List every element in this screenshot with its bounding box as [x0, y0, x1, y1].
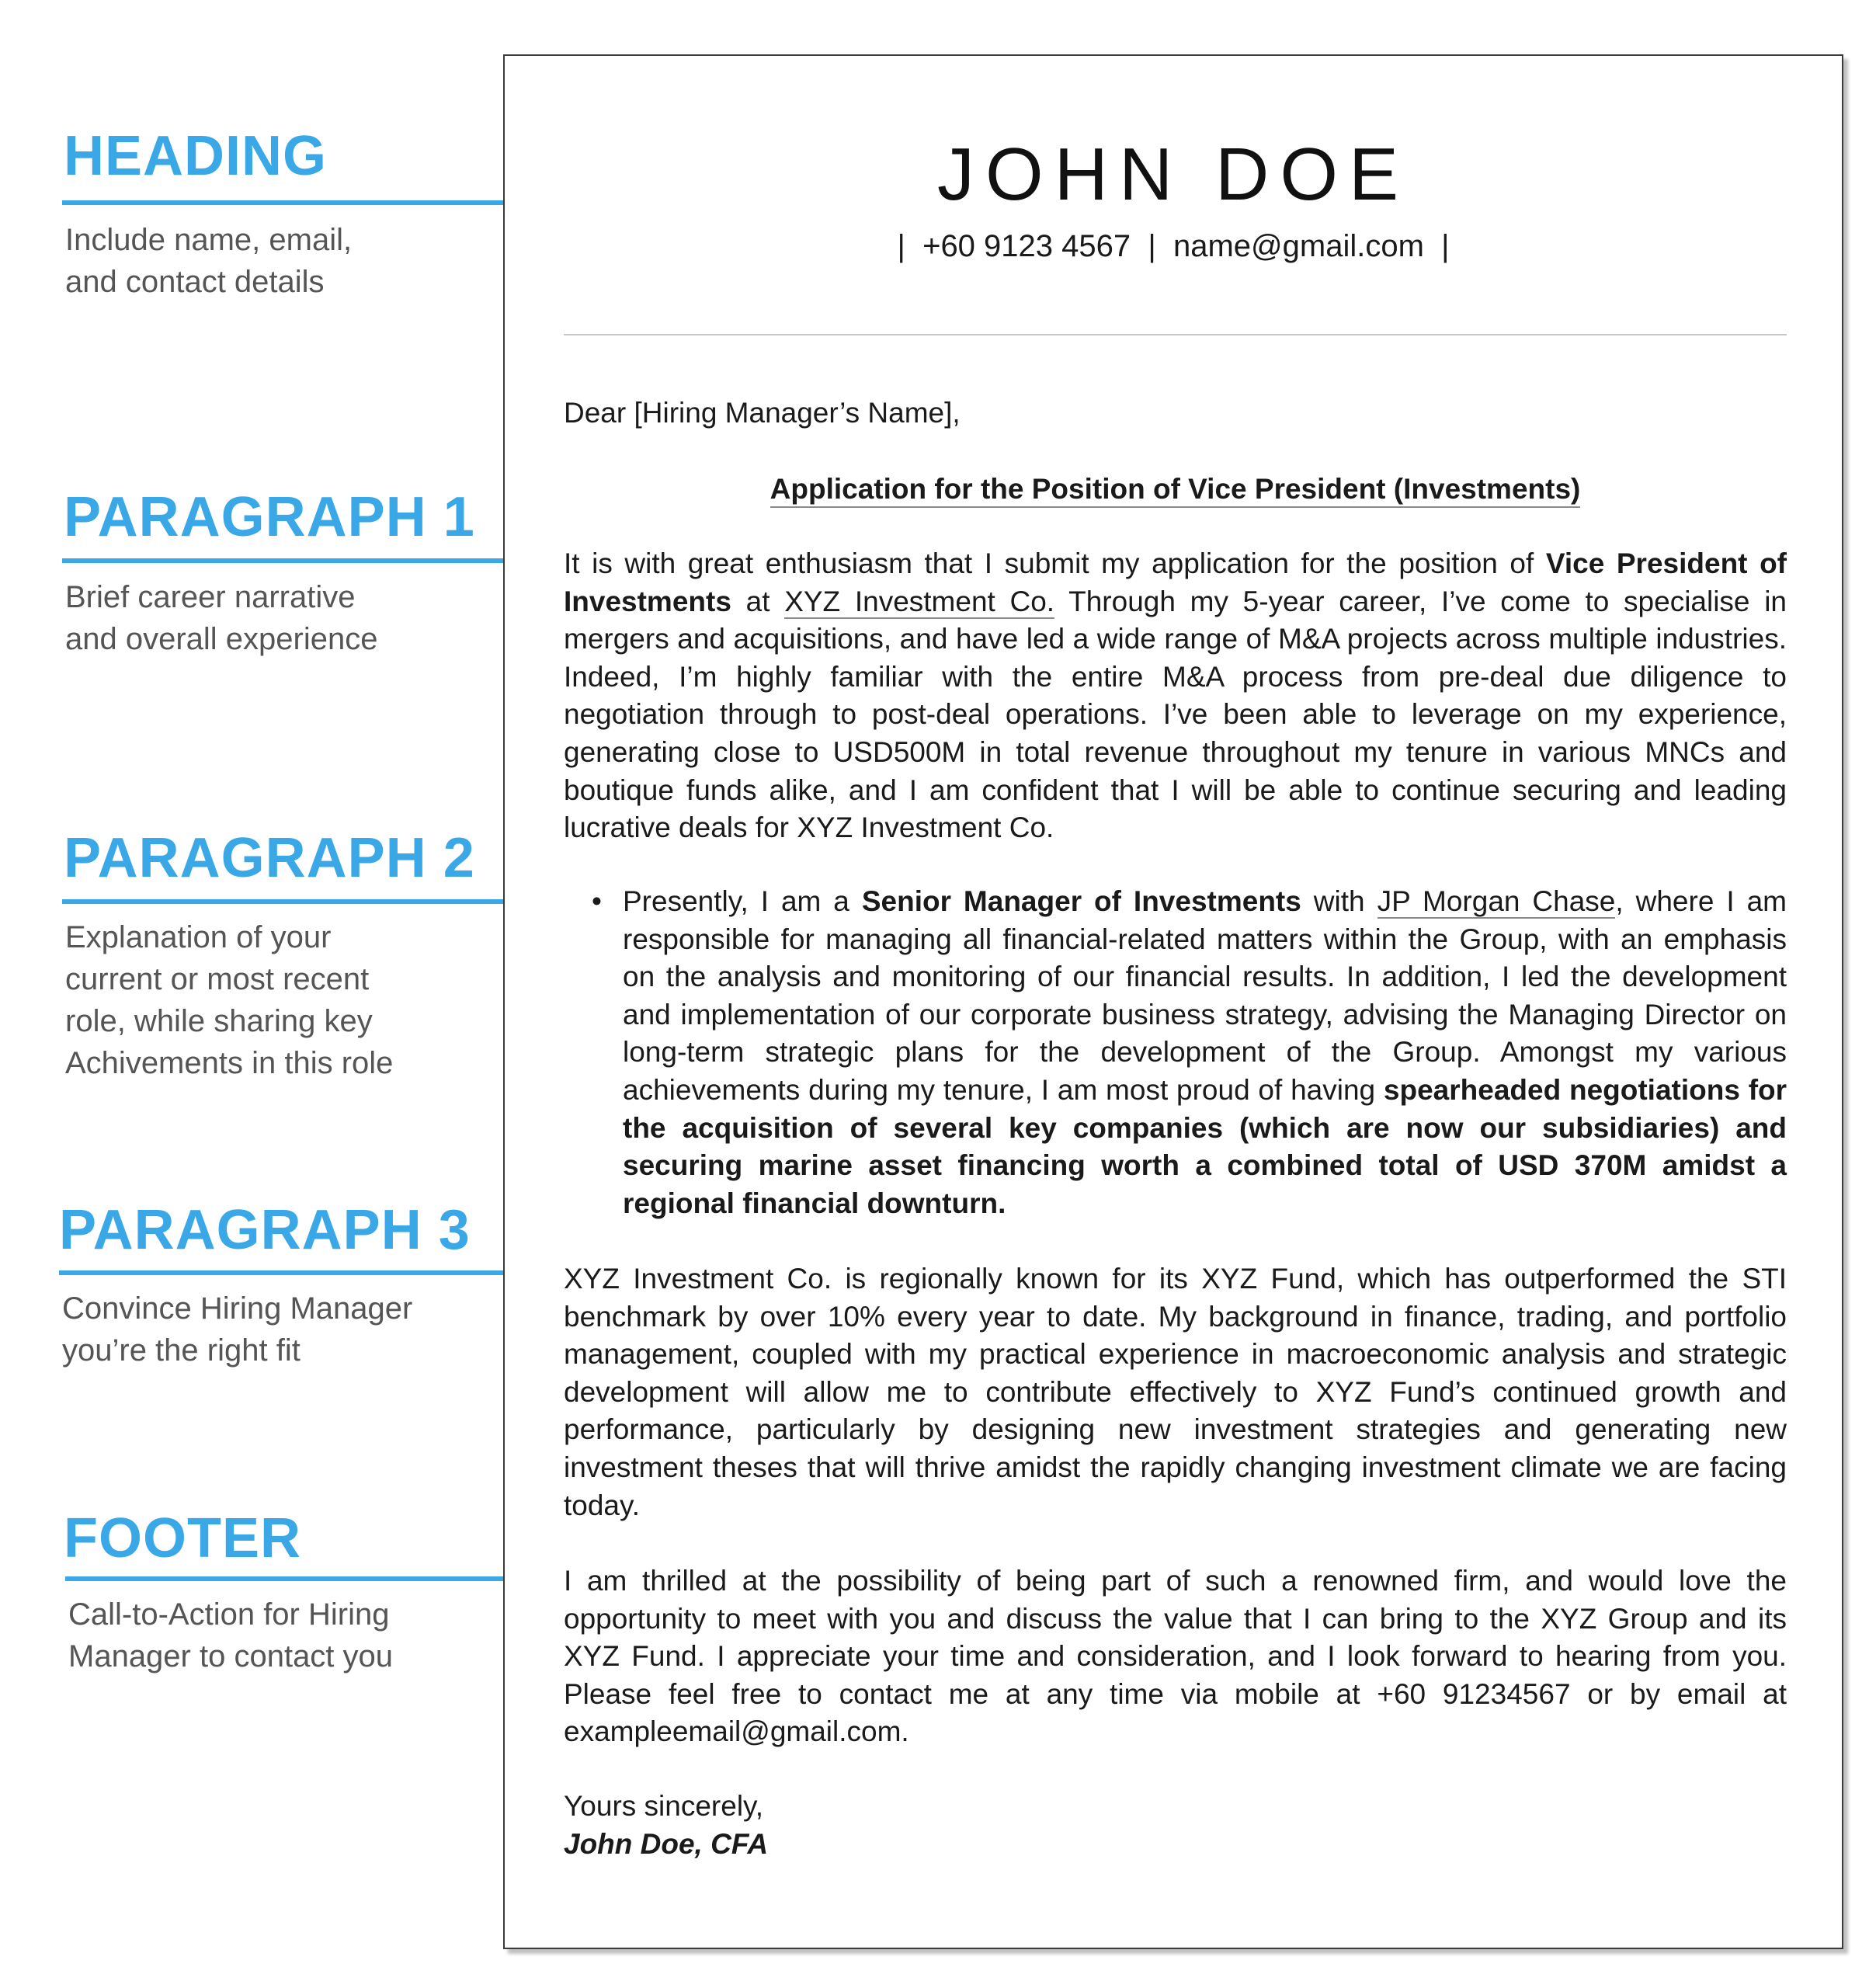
connector-line: [59, 1270, 525, 1275]
connector-line: [62, 558, 525, 563]
paragraph-3: XYZ Investment Co. is regionally known for its XYZ Fund, which has outperformed the STI benchmark by over 10% every year to date. My background in finance, trading, and portfolio management, coupled with my practical experience in macroeconomic analysis and strategic development will allow me to contribute effectively to XYZ Fund’s continued growth and performance, particularly by designing new investment strategies and generating new investment theses that will thrive amidst the rapidly changing investment climate we are facing today.: [564, 1263, 1787, 1521]
closing: Yours sincerely,: [564, 1790, 764, 1822]
annotation-description: Brief career narrative and overall experience: [65, 580, 378, 656]
annotation-description: Explanation of your current or most recent role, while sharing key Achivements in this role: [65, 920, 394, 1080]
annotation-description: Call-to-Action for Hiring Manager to contact you: [68, 1597, 394, 1673]
contact-line: | +60 9123 4567 | name@gmail.com |: [897, 229, 1450, 263]
paragraph-4: I am thrilled at the possibility of being part of such a renowned firm, and would love the opportunity to meet with you and discuss the value that I can bring to the XYZ Group and its XYZ Fund. I appreciate your time and consideration, and I look forward to hearing from you. Please feel free to contact me at any time via mobile at +60 91234567 or by email at exampleemail@gmail.com.: [564, 1565, 1787, 1748]
employer-link[interactable]: JP Morgan Chase: [1377, 885, 1616, 917]
signature: John Doe, CFA: [564, 1828, 769, 1860]
annotation-title: FOOTER: [64, 1507, 301, 1569]
connector-line: [65, 1576, 536, 1581]
paragraph-2-body: Presently, I am a Senior Manager of Investments with JP Morgan Chase, where I am responsible for managing all financial-related matters within the Group, with an emphasis on the analysis and monitoring of our financial results. In addition, I led the development and implementation of our corporate business strategy, advising the Managing Director on long-term strategic plans for the development of the Group. Amongst my various achievements during my tenure, I am most proud of having spearheaded negotiations for the acquisition of several key companies (which are now our subsidiaries) and securing marine asset financing worth a combined total of USD 370M amidst a regional financial downturn.: [623, 885, 1787, 1219]
applicant-name: JOHN DOE: [936, 133, 1410, 216]
annotation-title: PARAGRAPH 2: [64, 827, 475, 889]
header-divider: [564, 334, 1787, 335]
annotation-description: Include name, email, and contact details: [65, 223, 353, 299]
annotation-title: PARAGRAPH 3: [59, 1199, 471, 1261]
annotation-title: HEADING: [64, 125, 328, 187]
email-address: name@gmail.com: [1172, 229, 1424, 263]
bullet-icon: •: [592, 885, 602, 917]
greeting: Dear [Hiring Manager’s Name],: [564, 397, 961, 429]
connector-line: [62, 899, 559, 904]
company-link[interactable]: XYZ Investment Co.: [784, 585, 1055, 617]
annotation-title: PARAGRAPH 1: [64, 486, 475, 548]
subject-line: Application for the Position of Vice President (Investments): [564, 471, 1787, 509]
paragraph-1: It is with great enthusiasm that I submit my application for the position of Vice President of Investments at XYZ Investment Co. Through my 5-year career, I’ve come to specialise in mergers and acquisitions, and have led a wide range of M&A projects across multiple industries. Indeed, I’m highly familiar with the entire M&A process from pre-deal due diligence to negotiation through to post-deal operations. I’ve been able to leverage on my experience, generating close to USD500M in total revenue throughout my tenure in various MNCs and boutique funds alike, and I am confident that I will be able to continue securing and leading lucrative deals for XYZ Investment Co.: [564, 547, 1787, 844]
phone-number: +60 9123 4567: [922, 229, 1131, 263]
annotation-description: Convince Hiring Manager you’re the right fit: [62, 1291, 413, 1368]
